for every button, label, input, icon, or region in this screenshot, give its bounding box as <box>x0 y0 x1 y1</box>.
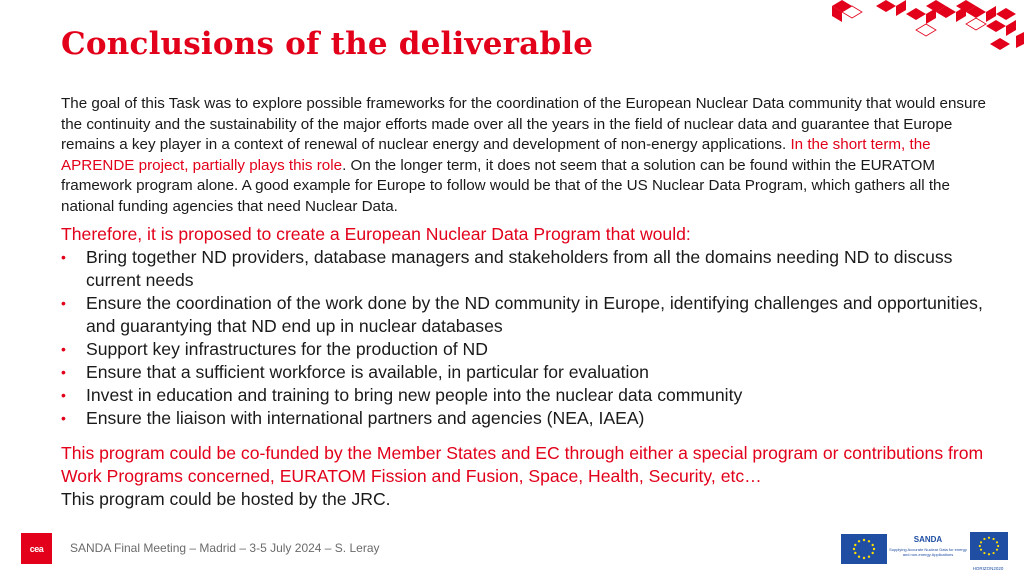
cea-logo: cea <box>21 533 52 564</box>
funding-statement: This program could be co-funded by the Member States and EC through either a special program or contributions from Work Programs concerned, EURATOM Fission and Fusion, Space, Health, Security, etc… <box>61 443 984 486</box>
bullet-icon: • <box>61 364 66 380</box>
proposal-bullet-list <box>61 246 991 430</box>
list-item: • Ensure that a sufficient workforce is available, in particular for evaluation <box>61 362 649 382</box>
eu-stars-icon <box>850 537 878 561</box>
proposal-section <box>61 223 991 430</box>
list-item: • Ensure the coordination of the work done by the ND community in Europe, identifying challenges and opportunities, and guarantying that ND end up in nuclear databases <box>61 293 983 336</box>
intro-highlight: In the short term, the APRENDE project, partially plays this role <box>61 136 931 174</box>
hosting-statement: This program could be hosted by the JRC. <box>61 489 391 509</box>
list-item: • Bring together ND providers, database managers and stakeholders from all the domains needing ND to discuss current needs <box>61 247 953 290</box>
intro-text-part1: The goal of this Task was to explore possible frameworks for the coordination of the European Nuclear Data community that would ensure the continuity and the sustainability of the major efforts made over all the years in the field of nuclear data and guarantee that Europe remains a key player in a context of renewal of nuclear energy and development of non-energy applications. <box>61 95 986 153</box>
proposal-lead: Therefore, it is proposed to create a European Nuclear Data Program that would: <box>61 224 691 244</box>
page-title: Conclusions of the deliverable <box>61 26 594 62</box>
intro-text-part2: . On the longer term, it does not seem that a solution can be found within the EURATOM framework program alone. A good example for Europe to follow would be that of the US Nuclear Data Program, which gathers all the national funding agencies that need Nuclear Data. <box>61 156 950 215</box>
list-item: • Support key infrastructures for the production of ND <box>61 339 488 359</box>
list-item: • Invest in education and training to bring new people into the nuclear data community <box>61 385 743 405</box>
list-item: • Ensure the liaison with international partners and agencies (NEA, IAEA) <box>61 408 645 428</box>
sanda-title: SANDA <box>913 535 943 544</box>
bullet-icon: • <box>61 249 66 265</box>
decorative-cube-pattern <box>824 0 1024 60</box>
eu-flag-icon <box>841 534 887 564</box>
eu-stars-icon <box>976 535 1002 557</box>
intro-paragraph <box>61 94 1001 217</box>
footer-meeting-info: SANDA Final Meeting – Madrid – 3-5 July 2024 – S. Leray <box>70 541 380 555</box>
funding-section <box>61 442 1001 511</box>
sanda-subtitle: Supplying Accurate Nuclear Data for energy and non-energy Applications <box>889 547 967 557</box>
bullet-icon: • <box>61 387 66 403</box>
bullet-icon: • <box>61 341 66 357</box>
sanda-logo <box>888 535 968 565</box>
bullet-icon: • <box>61 410 66 426</box>
horizon-eu-flag-icon <box>970 532 1008 560</box>
bullet-icon: • <box>61 295 66 311</box>
horizon2020-label: HORIZON2020 <box>972 566 1004 571</box>
